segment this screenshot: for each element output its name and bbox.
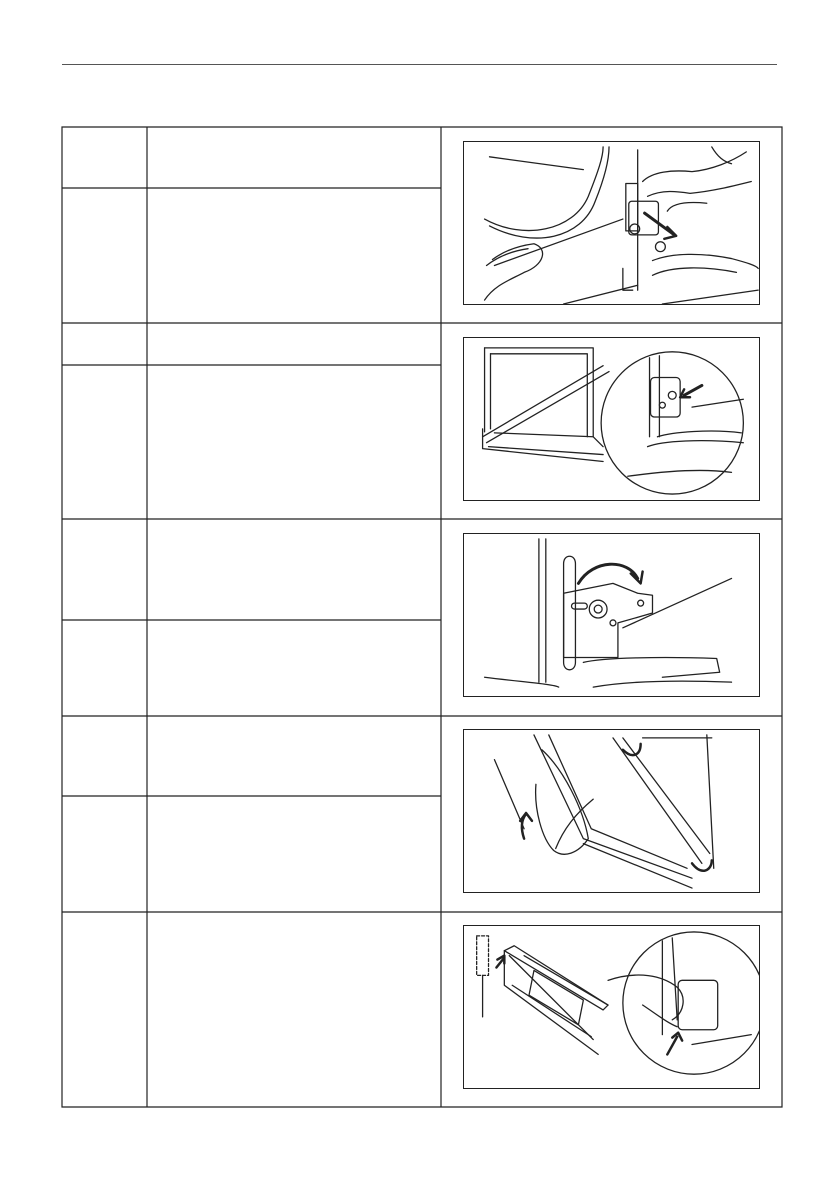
screwdriver-hinge-illustration [463,141,760,305]
step-number-cell [62,620,147,716]
door-lift-off-illustration [463,729,760,893]
step-text-cell [147,188,441,323]
step-number-cell [62,796,147,912]
step-number-cell [62,188,147,323]
step-number-cell [62,519,147,620]
step-text-cell [147,365,441,519]
step-text-cell [147,796,441,912]
door-glass-panel-removal-illustration [463,925,760,1089]
step-text-cell [147,620,441,716]
hinge-lever-closeup-illustration [463,337,760,501]
step-text-cell [147,716,441,796]
step-text-cell [147,127,441,188]
hinge-lever-rotate-illustration [463,533,760,697]
step-text-cell [147,912,441,1107]
step-number-cell [62,912,147,1107]
step-number-cell [62,365,147,519]
step-text-cell [147,519,441,620]
step-number-cell [62,323,147,365]
step-number-cell [62,127,147,188]
step-text-cell [147,323,441,365]
step-number-cell [62,716,147,796]
